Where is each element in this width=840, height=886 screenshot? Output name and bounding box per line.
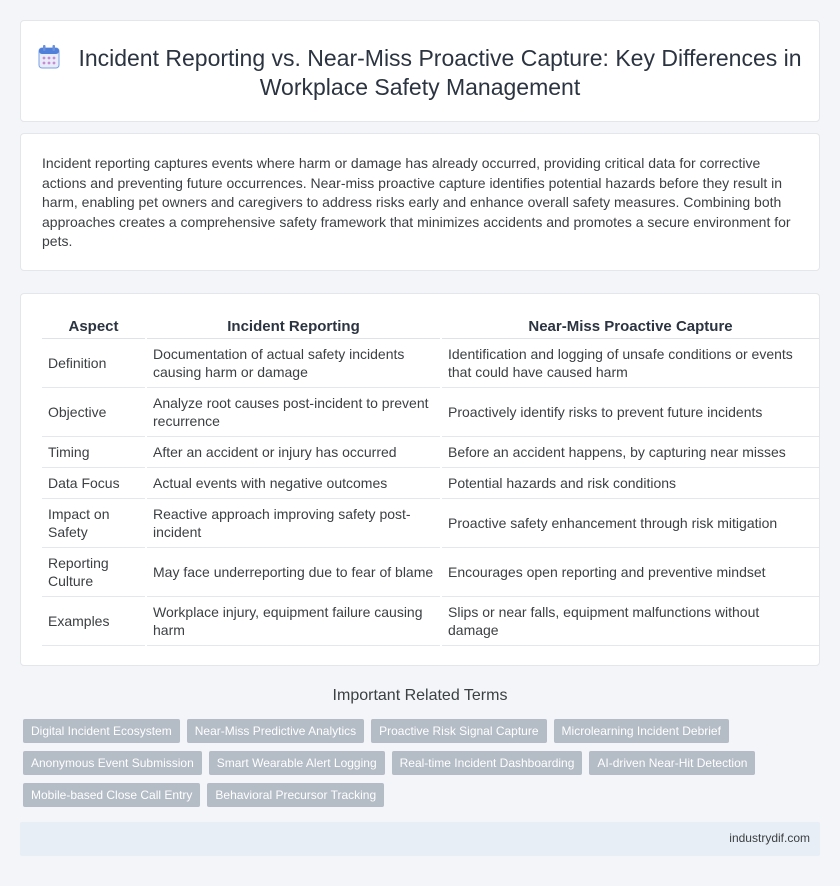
cell-near-miss: Encourages open reporting and preventive mindset <box>441 548 819 597</box>
comparison-card <box>20 293 820 666</box>
tag-row <box>23 783 803 807</box>
cell-aspect: Definition <box>42 339 146 388</box>
cell-aspect: Objective <box>42 388 146 437</box>
table-row <box>42 388 819 437</box>
cell-incident: Workplace injury, equipment failure causing harm <box>146 597 441 646</box>
page-title <box>21 44 819 102</box>
cell-incident: Reactive approach improving safety post-incident <box>146 499 441 548</box>
title-card <box>20 20 820 122</box>
calendar-icon <box>38 45 60 69</box>
table-row <box>42 499 819 548</box>
cell-incident: May face underreporting due to fear of blame <box>146 548 441 597</box>
table-row <box>42 437 819 468</box>
cell-aspect: Reporting Culture <box>42 548 146 597</box>
cell-aspect: Examples <box>42 597 146 646</box>
table-row <box>42 468 819 499</box>
tag-row <box>23 751 803 775</box>
header-near-miss-capture: Near-Miss Proactive Capture <box>441 314 819 339</box>
related-term-tag[interactable]: Real-time Incident Dashboarding <box>392 751 583 775</box>
table-row <box>42 339 819 388</box>
page-title-text: Incident Reporting vs. Near-Miss Proactive Capture: Key Differences in Workplace Safety Management <box>78 45 802 100</box>
related-term-tag[interactable]: Anonymous Event Submission <box>23 751 202 775</box>
summary-card <box>20 133 820 271</box>
related-term-tag[interactable]: Mobile-based Close Call Entry <box>23 783 200 807</box>
cell-aspect: Impact on Safety <box>42 499 146 548</box>
cell-near-miss: Identification and logging of unsafe conditions or events that could have caused harm <box>441 339 819 388</box>
comparison-table <box>42 314 819 646</box>
table-row <box>42 548 819 597</box>
header-aspect: Aspect <box>42 314 146 339</box>
related-term-tag[interactable]: Digital Incident Ecosystem <box>23 719 180 743</box>
related-term-tag[interactable]: AI-driven Near-Hit Detection <box>589 751 755 775</box>
related-term-tag[interactable]: Microlearning Incident Debrief <box>554 719 729 743</box>
related-term-tag[interactable]: Smart Wearable Alert Logging <box>209 751 385 775</box>
cell-near-miss: Slips or near falls, equipment malfunctions without damage <box>441 597 819 646</box>
cell-near-miss: Proactively identify risks to prevent future incidents <box>441 388 819 437</box>
table-header-row <box>42 314 819 339</box>
related-term-tag[interactable]: Behavioral Precursor Tracking <box>207 783 384 807</box>
cell-near-miss: Before an accident happens, by capturing near misses <box>441 437 819 468</box>
footer-site-link[interactable]: industrydif.com <box>729 831 810 845</box>
footer <box>20 822 820 856</box>
related-term-tag[interactable]: Near-Miss Predictive Analytics <box>187 719 364 743</box>
cell-incident: Documentation of actual safety incidents causing harm or damage <box>146 339 441 388</box>
cell-incident: Analyze root causes post-incident to prevent recurrence <box>146 388 441 437</box>
cell-incident: Actual events with negative outcomes <box>146 468 441 499</box>
cell-near-miss: Proactive safety enhancement through risk mitigation <box>441 499 819 548</box>
tag-row <box>23 719 803 743</box>
header-incident-reporting: Incident Reporting <box>146 314 441 339</box>
table-row <box>42 597 819 646</box>
related-terms-tags <box>23 719 803 815</box>
related-term-tag[interactable]: Proactive Risk Signal Capture <box>371 719 546 743</box>
cell-incident: After an accident or injury has occurred <box>146 437 441 468</box>
cell-aspect: Data Focus <box>42 468 146 499</box>
related-terms-heading: Important Related Terms <box>332 687 508 704</box>
cell-near-miss: Potential hazards and risk conditions <box>441 468 819 499</box>
summary-text: Incident reporting captures events where harm or damage has already occurred, providing critical data for corrective actions and preventing future occurrences. Near-miss proactive capture identifies potential hazards before they result in harm, enabling pet owners and caregivers to address risks early and enhance overall safety measures. Combining both approaches creates a comprehensive safety framework that minimizes accidents and promotes a secure environment for pets. <box>42 155 791 250</box>
cell-aspect: Timing <box>42 437 146 468</box>
